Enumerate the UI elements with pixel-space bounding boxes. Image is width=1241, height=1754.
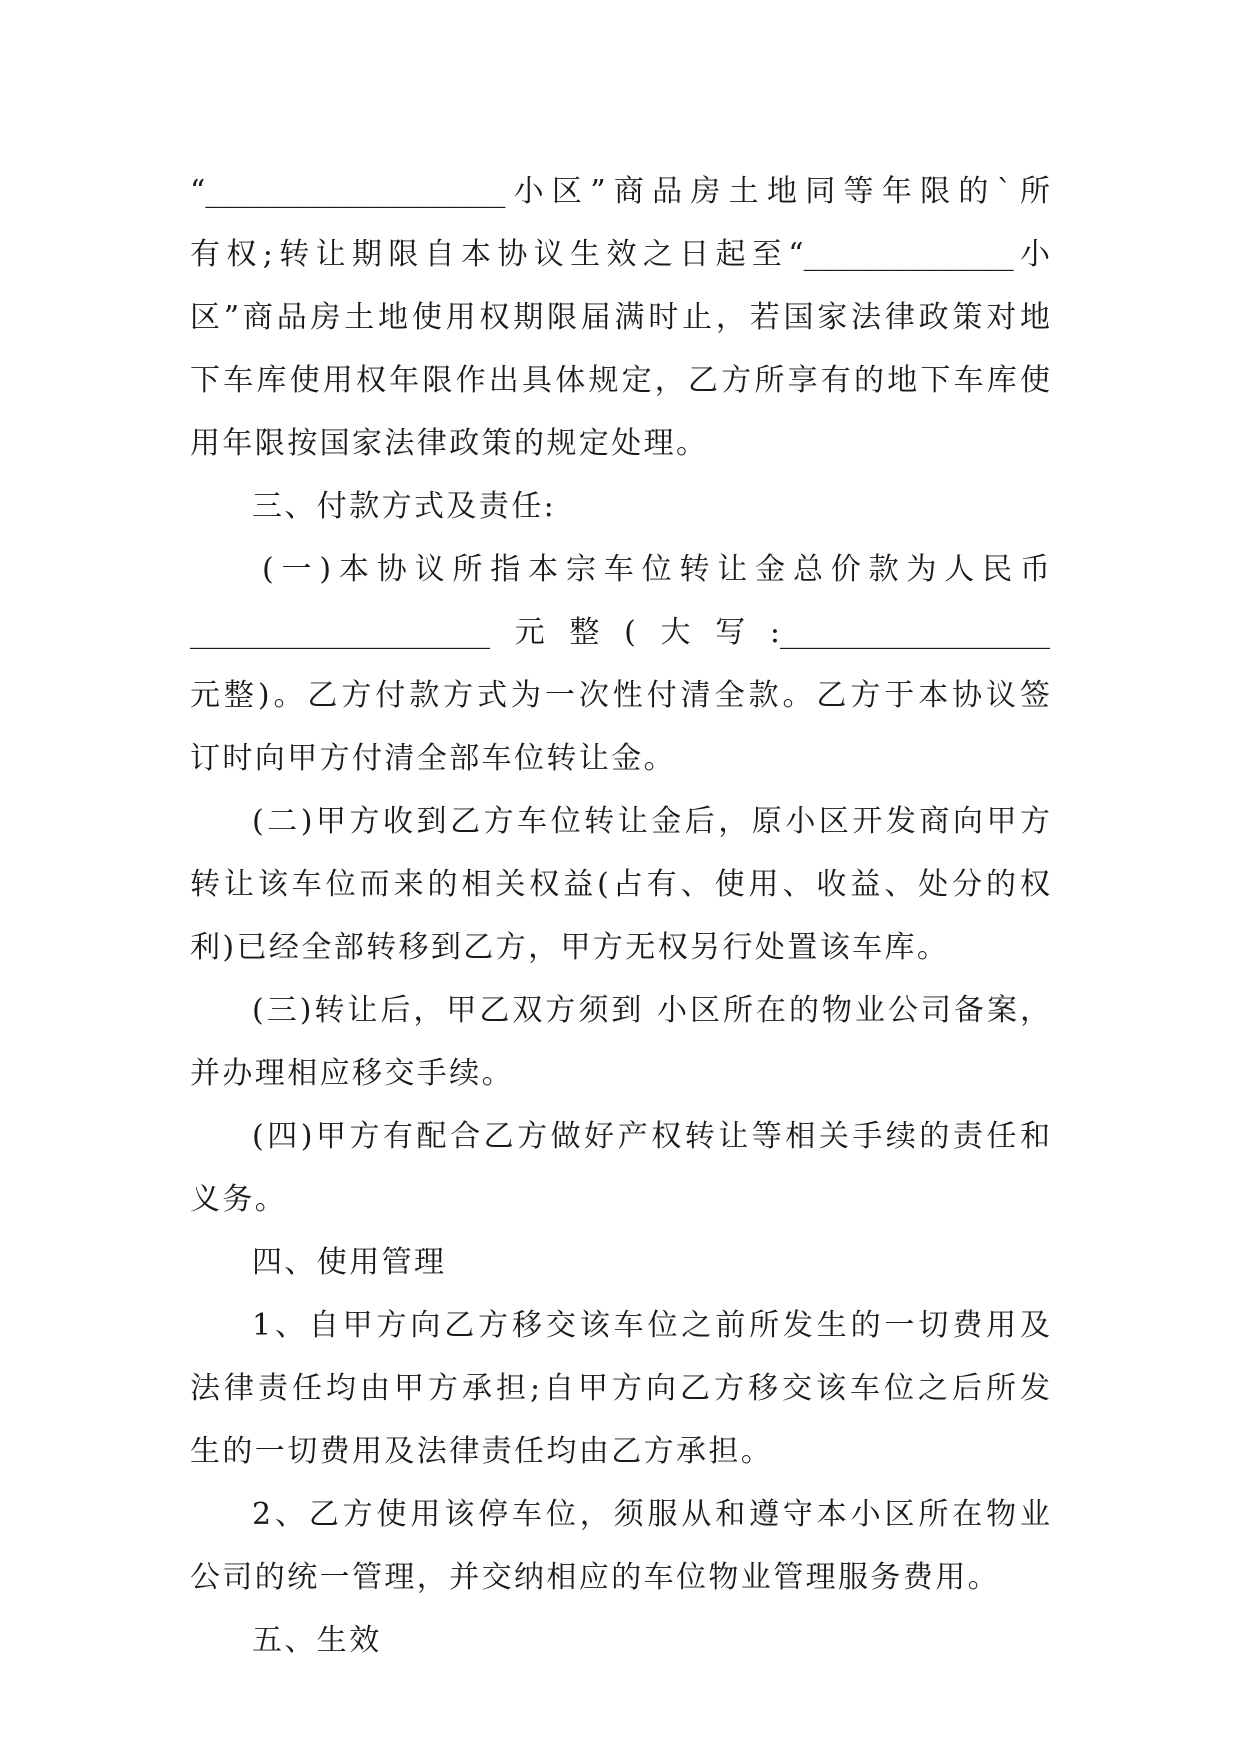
body-line: (一)本协议所指本宗车位转让金总价款为人民币 <box>262 552 1050 587</box>
section-heading-effect: 五、生效 <box>252 1623 382 1658</box>
body-line: 公司的统一管理，并交纳相应的车位物业管理服务费用。 <box>190 1560 1000 1595</box>
section-heading-payment: 三、付款方式及责任: <box>252 489 557 524</box>
section-heading-usage: 四、使用管理 <box>252 1245 447 1280</box>
body-line: 元整)。乙方付款方式为一次性付清全款。乙方于本协议签 <box>190 678 1050 713</box>
body-line: ____________________元整(大写:__________________ <box>190 615 1050 650</box>
body-line: 转让该车位而来的相关权益(占有、使用、收益、处分的权 <box>190 867 1050 902</box>
document-page <box>190 160 1050 1672</box>
body-line: (四)甲方有配合乙方做好产权转让等相关手续的责任和 <box>252 1119 1050 1154</box>
body-line: 1、自甲方向乙方移交该车位之前所发生的一切费用及 <box>252 1308 1050 1343</box>
body-line: 区”商品房土地使用权期限届满时止，若国家法律政策对地 <box>190 300 1050 335</box>
body-line: 用年限按国家法律政策的规定处理。 <box>190 426 709 461</box>
body-line: 订时向甲方付清全部车位转让金。 <box>190 741 676 776</box>
body-line: (二)甲方收到乙方车位转让金后，原小区开发商向甲方 <box>252 804 1050 839</box>
body-line: (三)转让后，甲乙双方须到 小区所在的物业公司备案， <box>252 993 1050 1028</box>
body-line: “____________________小区”商品房土地同等年限的`所 <box>190 174 1050 209</box>
body-line: 下车库使用权年限作出具体规定，乙方所享有的地下车库使 <box>190 363 1050 398</box>
body-line: 法律责任均由甲方承担;自甲方向乙方移交该车位之后所发 <box>190 1371 1050 1406</box>
body-line: 并办理相应移交手续。 <box>190 1056 514 1091</box>
body-line: 有权;转让期限自本协议生效之日起至“______________小 <box>190 237 1050 272</box>
body-line: 生的一切费用及法律责任均由乙方承担。 <box>190 1434 774 1469</box>
body-line: 2、乙方使用该停车位，须服从和遵守本小区所在物业 <box>252 1497 1050 1532</box>
body-line: 义务。 <box>190 1182 288 1217</box>
body-line: 利)已经全部转移到乙方，甲方无权另行处置该车库。 <box>190 930 950 965</box>
